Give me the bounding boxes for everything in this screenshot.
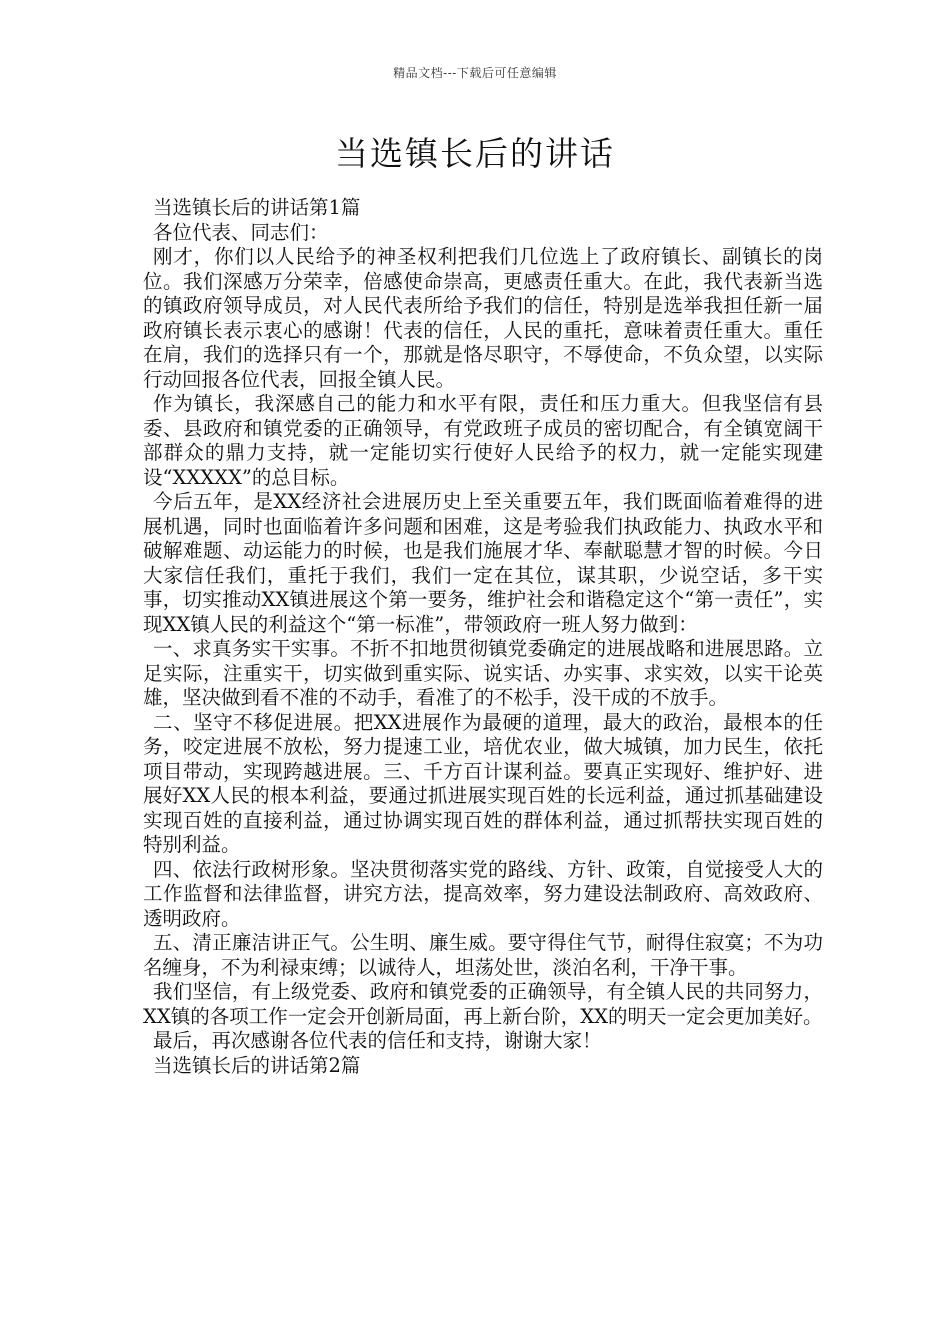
body-paragraph: 二、坚守不移促进展。把XX进展作为最硬的道理，最大的政治，最根本的任务，咬定进展不放松，努力提速工业，培优农业，做大城镇，加力民生，依托项目带动，实现跨越进展。三、千方百计谋利益。要真正实现好、维护好、进展好XX人民的根本利益，要通过抓进展实现百姓的长远利益，通过抓基础建设实现百姓的直接利益，通过协调实现百姓的群体利益，通过抓帮扶实现百姓的特别利益。 bbox=[143, 710, 823, 856]
body-paragraph: 一、求真务实干实事。不折不扣地贯彻镇党委确定的进展战略和进展思路。立足实际，注重实干，切实做到重实际、说实话、办实事、求实效，以实干论英雄，坚决做到看不准的不动手，看准了的不松手，没干成的不放手。 bbox=[143, 637, 823, 709]
closing-paragraph: 最后，再次感谢各位代表的信任和支持，谢谢大家！ bbox=[153, 1029, 602, 1052]
body-paragraph: 今后五年，是XX经济社会进展历史上至关重要五年，我们既面临着难得的进展机遇，同时也面临着许多问题和困难，这是考验我们执政能力、执政水平和破解难题、动运能力的时候，也是我们施展才华、奉献聪慧才智的时候。今日大家信任我们，重托于我们，我们一定在其位，谋其职，少说空话，多干实事，切实推动XX镇进展这个第一要务，维护社会和谐稳定这个“第一责任”，实现XX镇人民的利益这个“第一标准”，带领政府一班人努力做到： bbox=[143, 490, 823, 636]
document-title: 当选镇长后的讲话 bbox=[335, 134, 615, 173]
body-paragraph: 四、依法行政树形象。坚决贯彻落实党的路线、方针、政策，自觉接受人大的工作监督和法律监督，讲究方法，提高效率，努力建设法制政府、高效政府、透明政府。 bbox=[143, 857, 823, 930]
section-heading: 当选镇长后的讲话第1篇 bbox=[153, 196, 361, 219]
salutation: 各位代表、同志们： bbox=[153, 220, 329, 244]
header-note: 精品文档---下载后可任意编辑 bbox=[393, 66, 557, 80]
body-paragraph: 刚才，你们以人民给予的神圣权利把我们几位选上了政府镇长、副镇长的岗位。我们深感万分荣幸，倍感使命崇高，更感责任重大。在此，我代表新当选的镇政府领导成员，对人民代表所给予我们的信任，特别是选举我担任新一届政府镇长表示衷心的感谢！代表的信任，人民的重托，意味着责任重大。重任在肩，我们的选择只有一个，那就是恪尽职守，不辱使命，不负众望，以实际行动回报各位代表，回报全镇人民。 bbox=[143, 245, 823, 391]
document-body bbox=[143, 196, 823, 1078]
body-paragraph: 作为镇长，我深感自己的能力和水平有限，责任和压力重大。但我坚信有县委、县政府和镇党委的正确领导，有党政班子成员的密切配合，有全镇宽阔干部群众的鼎力支持，就一定能切实行使好人民给予的权力，就一定能实现建设“XXXXX”的总目标。 bbox=[143, 392, 823, 489]
body-paragraph: 五、清正廉洁讲正气。公生明、廉生威。要守得住气节，耐得住寂寞；不为功名缠身，不为利禄束缚；以诚待人，坦荡处世，淡泊名利，干净干事。 bbox=[143, 931, 823, 979]
section-heading: 当选镇长后的讲话第2篇 bbox=[153, 1053, 361, 1077]
body-paragraph: 我们坚信，有上级党委、政府和镇党委的正确领导，有全镇人民的共同努力，XX镇的各项工作一定会开创新局面，再上新台阶，XX的明天一定会更加美好。 bbox=[143, 980, 823, 1028]
